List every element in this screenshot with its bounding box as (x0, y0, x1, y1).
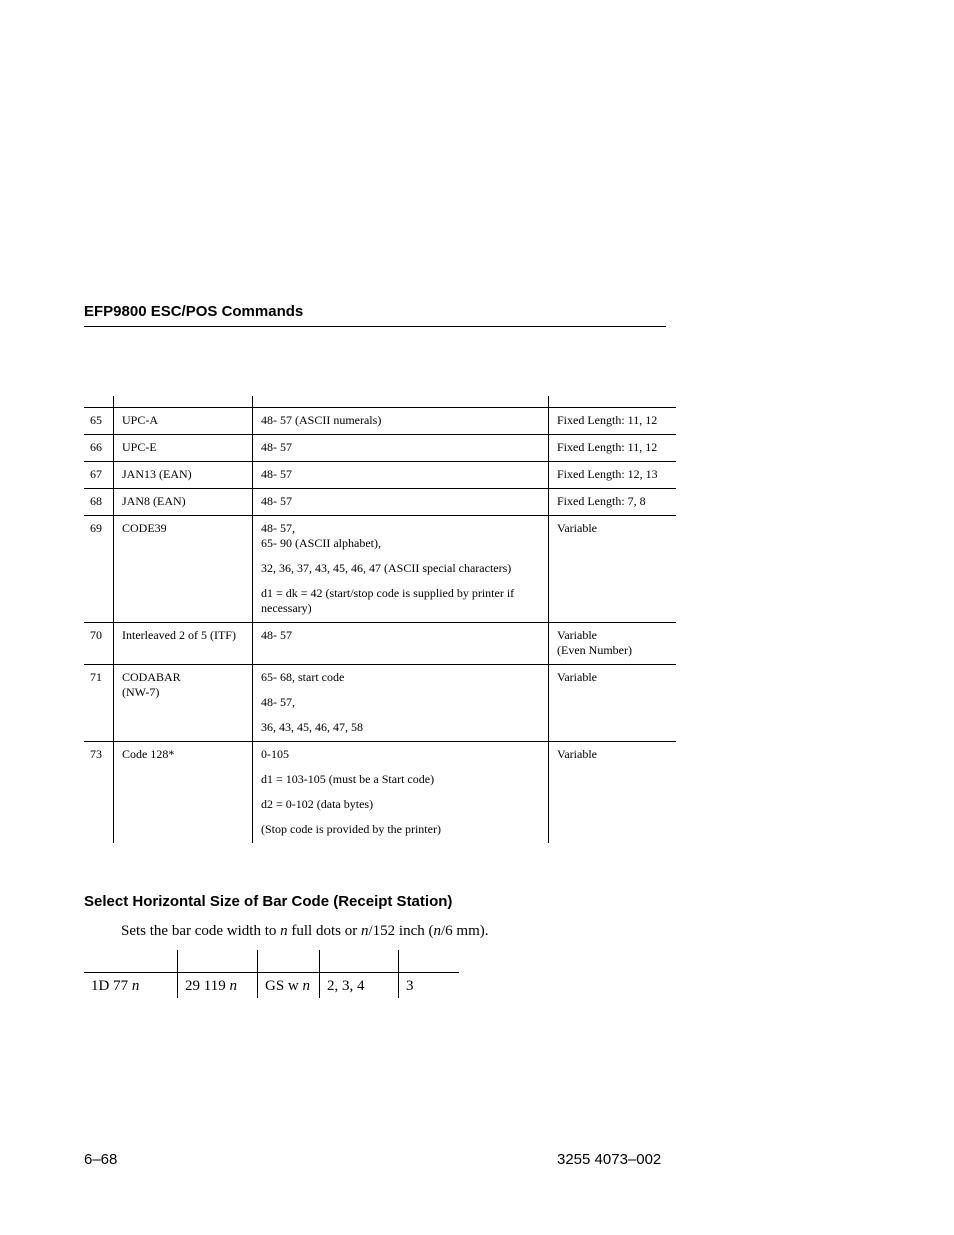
param-n: n (229, 978, 237, 994)
character-range-line: d2 = 0-102 (data bytes) (261, 797, 374, 811)
character-range-cell (253, 489, 549, 516)
barcode-system-cell: Interleaved 2 of 5 (ITF) (114, 623, 253, 665)
header-cell (253, 396, 549, 408)
character-range-line: 48- 57, 65- 90 (ASCII alphabet), (261, 521, 381, 550)
desc-text: /6 mm). (440, 923, 489, 939)
character-range-line: (Stop code is provided by the printer) (261, 822, 441, 836)
ascii-cell (258, 973, 320, 999)
decimal-value: 29 119 (185, 978, 226, 994)
data-length-cell: Variable (549, 516, 677, 623)
param-n: n (131, 978, 140, 994)
header-cell (320, 950, 399, 973)
character-range-line: 48- 57 (ASCII numerals) (261, 413, 382, 427)
table-row (84, 408, 676, 435)
barcode-system-cell: UPC-E (114, 435, 253, 462)
character-range-cell (253, 623, 549, 665)
character-range-line: 48- 57 (261, 440, 292, 454)
page-number: 6–68 (84, 1151, 118, 1168)
header-cell (84, 950, 178, 973)
character-range-cell (253, 516, 549, 623)
param-n: n (302, 978, 311, 994)
character-range-line: 48- 57 (261, 628, 292, 642)
barcode-system-cell: JAN13 (EAN) (114, 462, 253, 489)
code-m-cell: 69 (84, 516, 114, 623)
section-title: Select Horizontal Size of Bar Code (Receipt Station) (84, 893, 453, 910)
barcode-system-cell: JAN8 (EAN) (114, 489, 253, 516)
table-row (84, 665, 676, 742)
command-table (84, 950, 459, 998)
data-length-cell: Fixed Length: 11, 12 (549, 408, 677, 435)
table-row (84, 516, 676, 623)
header-cell (399, 950, 460, 973)
character-range-cell (253, 408, 549, 435)
header-cell (549, 396, 677, 408)
command-values-row (84, 973, 459, 999)
character-range-line: 32, 36, 37, 43, 45, 46, 47 (ASCII special characters) (261, 561, 512, 575)
code-m-cell: 68 (84, 489, 114, 516)
barcode-system-cell: Code 128* (114, 742, 253, 844)
command-header-row (84, 950, 459, 973)
hex-value: 1D 77 (91, 978, 129, 994)
character-range-line: 48- 57, (261, 695, 295, 709)
character-range-line: d1 = dk = 42 (start/stop code is supplied by printer if necessary) (261, 586, 515, 615)
data-length-cell: Fixed Length: 11, 12 (549, 435, 677, 462)
document-number: 3255 4073–002 (557, 1151, 662, 1168)
character-range-line: 65- 68, start code (261, 670, 345, 684)
character-range-line: 36, 43, 45, 46, 47, 58 (261, 720, 363, 734)
table-row (84, 742, 676, 844)
character-range-line: 0-105 (261, 747, 289, 761)
table-row (84, 435, 676, 462)
code-m-cell: 71 (84, 665, 114, 742)
header-cell (178, 950, 258, 973)
code-m-cell: 70 (84, 623, 114, 665)
code-m-cell: 65 (84, 408, 114, 435)
default-cell: 3 (399, 973, 460, 999)
header-cell (258, 950, 320, 973)
header-cell (114, 396, 253, 408)
table-row (84, 489, 676, 516)
character-range-cell (253, 665, 549, 742)
data-length-cell: Variable (549, 742, 677, 844)
character-range-cell (253, 435, 549, 462)
code-m-cell: 67 (84, 462, 114, 489)
barcode-system-cell: UPC-A (114, 408, 253, 435)
code-m-cell: 73 (90, 747, 102, 761)
barcode-system-table (84, 396, 676, 843)
data-length-cell: Variable (549, 665, 677, 742)
table-row (84, 462, 676, 489)
character-range-cell (253, 742, 549, 844)
barcode-system-cell: CODE39 (114, 516, 253, 623)
data-length-cell: Fixed Length: 7, 8 (549, 489, 677, 516)
data-length-cell: Variable (Even Number) (549, 623, 677, 665)
range-cell: 2, 3, 4 (320, 973, 399, 999)
character-range-line: 48- 57 (261, 467, 292, 481)
var-n: n (433, 923, 441, 939)
ascii-value: GS w (265, 978, 299, 994)
character-range-line: 48- 57 (261, 494, 292, 508)
decimal-cell (178, 973, 258, 999)
desc-text: Sets the bar code width to (121, 923, 281, 939)
section-description (121, 923, 488, 940)
character-range-line: d1 = 103-105 (must be a Start code) (261, 772, 435, 786)
barcode-system-cell: CODABAR (NW-7) (114, 665, 253, 742)
character-range-cell (253, 462, 549, 489)
var-n: n (360, 923, 369, 939)
var-n: n (280, 923, 288, 939)
table-header-row (84, 396, 676, 408)
data-length-cell: Fixed Length: 12, 13 (549, 462, 677, 489)
desc-text: full dots or (287, 923, 361, 939)
code-m-cell: 66 (84, 435, 114, 462)
hex-cell (84, 973, 178, 999)
desc-text: /152 inch ( (368, 923, 434, 939)
table-row (84, 623, 676, 665)
running-header: EFP9800 ESC/POS Commands (84, 303, 666, 327)
header-cell (84, 396, 114, 408)
